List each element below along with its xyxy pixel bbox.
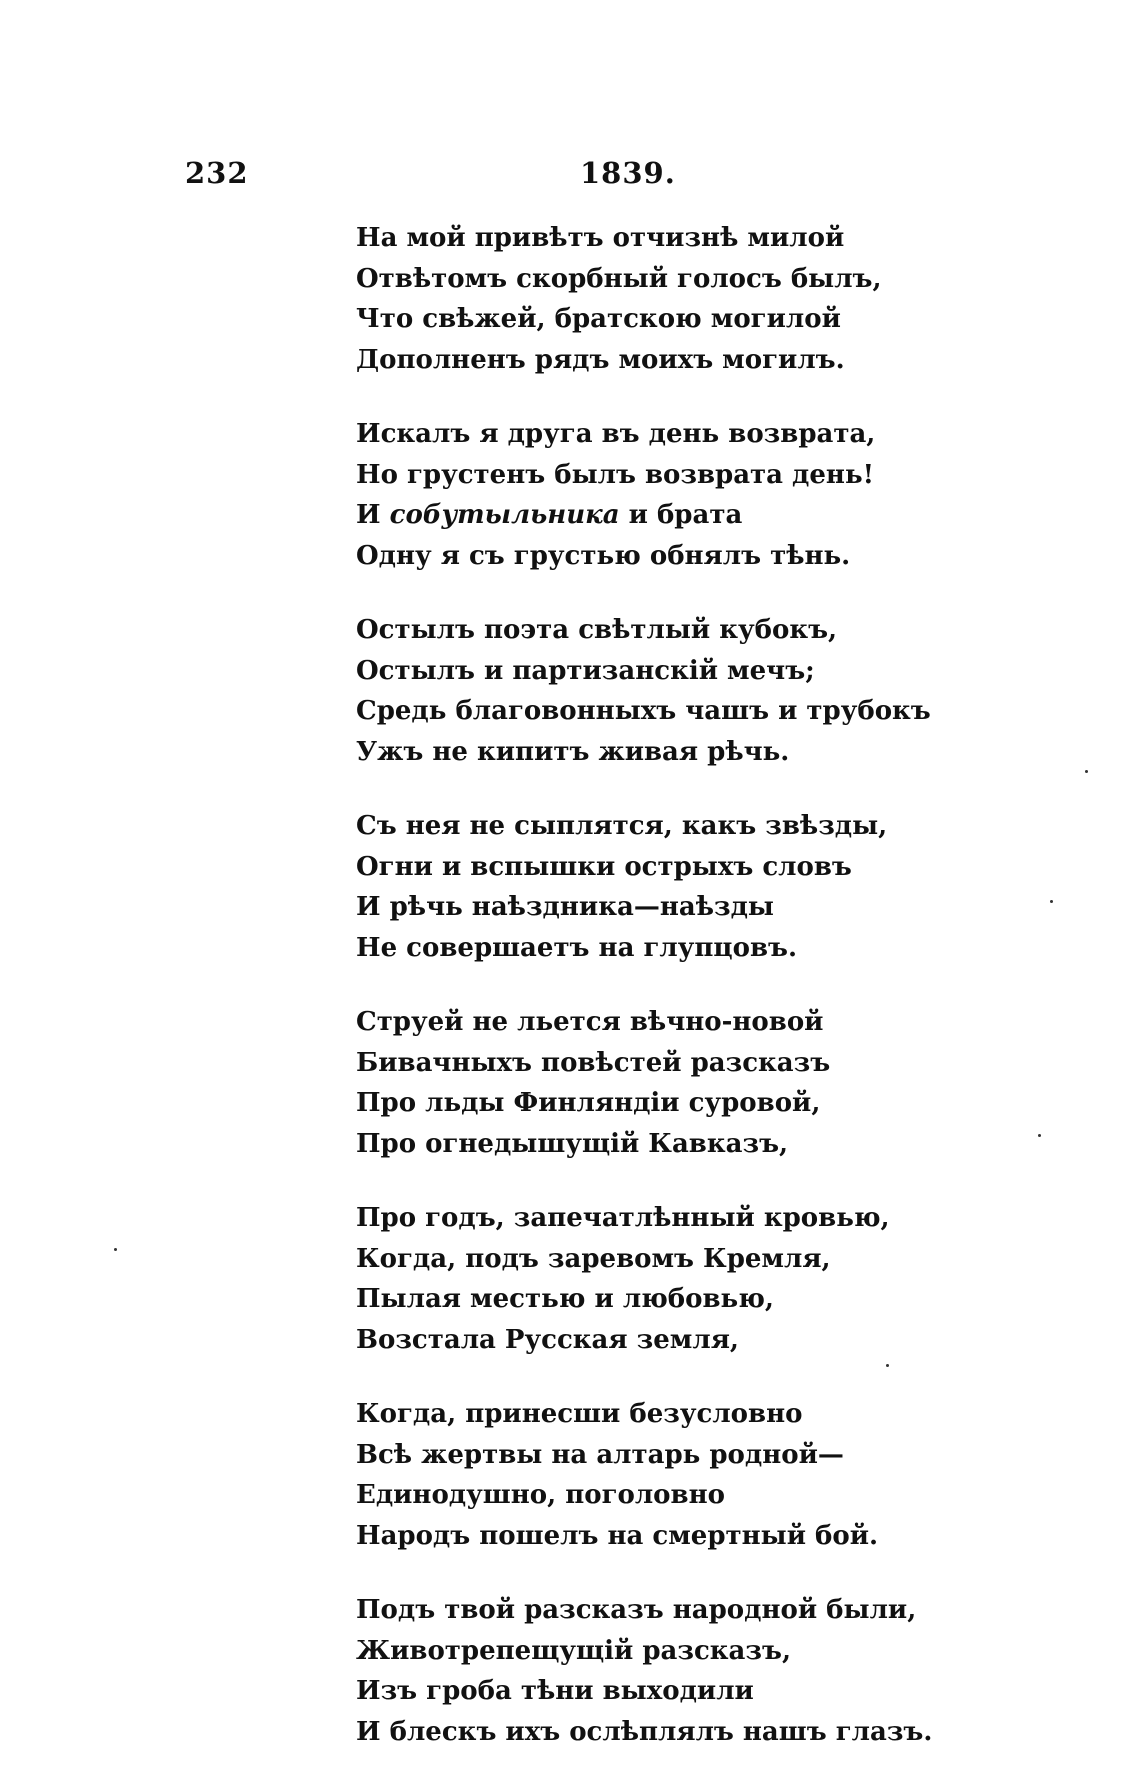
verse-line: На мой привѣтъ отчизнѣ милой [356, 223, 845, 253]
verse-line: Что свѣжей, братскою могилой [356, 304, 841, 334]
verse-line: Про огнедышущій Кавказъ, [356, 1128, 789, 1159]
emphasized-word: собутыльника [389, 500, 620, 530]
verse-line: Дополненъ рядъ моихъ могилъ. [356, 344, 845, 375]
verse-line: Остылъ поэта свѣтлый кубокъ, [356, 615, 838, 645]
poem-body [356, 218, 996, 1786]
verse-line: Про льды Финляндіи суровой, [356, 1088, 821, 1118]
verse-line-with-emphasis [356, 495, 996, 536]
verse-line: Единодушно, поголовно [356, 1480, 725, 1510]
scan-speck [886, 1364, 889, 1367]
verse-line: Пылая местью и любовью, [356, 1284, 774, 1314]
verse-line: Отвѣтомъ скорбный голосъ былъ, [356, 263, 882, 294]
scan-speck [1050, 900, 1053, 903]
verse-segment: И [356, 500, 390, 530]
verse-line: Когда, подъ заревомъ Кремля, [356, 1243, 831, 1274]
stanza-3 [356, 610, 996, 772]
stanza-8 [356, 1590, 996, 1752]
verse-line: Народъ пошелъ на смертный бой. [356, 1520, 879, 1551]
verse-segment: и брата [619, 500, 743, 530]
verse-line: И рѣчь наѣздника—наѣзды [356, 892, 774, 922]
running-head-year: 1839. [580, 156, 676, 190]
page-number: 232 [185, 156, 249, 190]
verse-line: Средь благовонныхъ чашъ и трубокъ [356, 696, 931, 726]
verse-line: Струей не льется вѣчно-новой [356, 1007, 824, 1037]
verse-line: И блескъ ихъ ослѣплялъ нашъ глазъ. [356, 1716, 933, 1747]
verse-line: Съ нея не сыплятся, какъ звѣзды, [356, 811, 888, 841]
stanza-6 [356, 1198, 996, 1360]
verse-line: Одну я съ грустью обнялъ тѣнь. [356, 540, 851, 571]
verse-line: Возстала Русская земля, [356, 1324, 739, 1355]
verse-line: Когда, принесши безусловно [356, 1399, 803, 1429]
scan-speck [1038, 1134, 1041, 1137]
verse-line: Про годъ, запечатлѣнный кровью, [356, 1203, 890, 1233]
verse-line: Но грустенъ былъ возврата день! [356, 459, 875, 490]
verse-line: Изъ гроба тѣни выходили [356, 1676, 754, 1706]
verse-line: Ужъ не кипитъ живая рѣчь. [356, 736, 790, 767]
verse-line: Огни и вспышки острыхъ словъ [356, 851, 852, 882]
verse-line: Бивачныхъ повѣстей разсказъ [356, 1047, 831, 1078]
stanza-7 [356, 1394, 996, 1556]
scan-speck [1085, 770, 1088, 773]
verse-line: Искалъ я друга въ день возврата, [356, 419, 876, 449]
stanza-4 [356, 806, 996, 968]
verse-line: Не совершаетъ на глупцовъ. [356, 932, 798, 963]
verse-line: Всѣ жертвы на алтарь родной— [356, 1439, 844, 1470]
verse-line: Подъ твой разсказъ народной были, [356, 1595, 917, 1625]
stanza-5 [356, 1002, 996, 1164]
stanza-2 [356, 414, 996, 576]
scan-speck [114, 1248, 117, 1251]
verse-line: Остылъ и партизанскій мечъ; [356, 655, 815, 686]
stanza-1 [356, 218, 996, 380]
verse-line: Животрепещущій разсказъ, [356, 1635, 791, 1666]
